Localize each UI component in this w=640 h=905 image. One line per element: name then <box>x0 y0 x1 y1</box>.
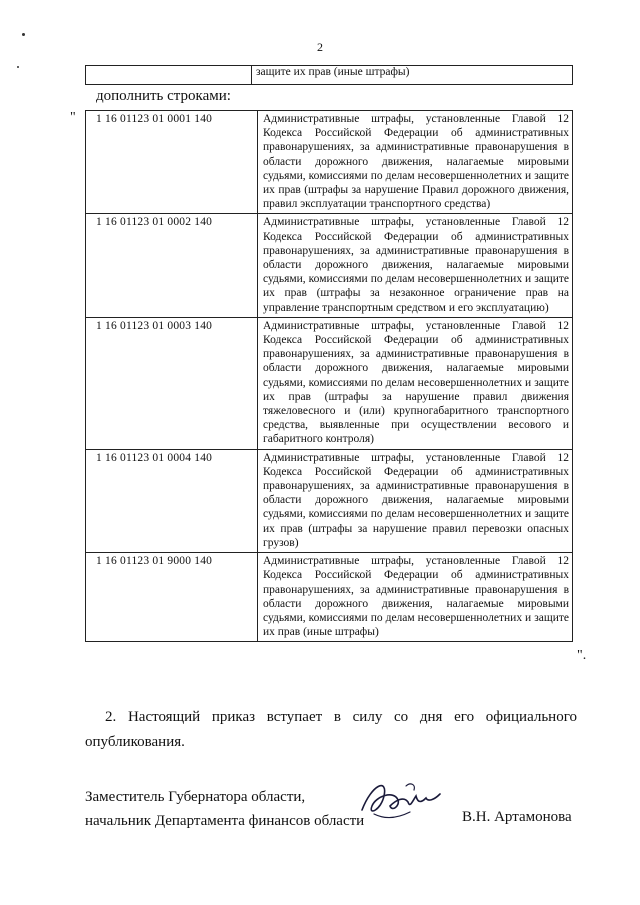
code-cell: 1 16 01123 01 0004 140 <box>86 449 258 552</box>
signatory-position <box>85 785 364 833</box>
closing-quote: ". <box>577 648 587 663</box>
code-cell: 1 16 01123 01 0003 140 <box>86 317 258 449</box>
description-cell: Административные штрафы, установленные Главой 12 Кодекса Российской Федерации об административных правонарушениях, за административные правонарушения в области дорожного движения, налагаемые мировыми судьями, комиссиями по делам несовершеннолетних и защите их прав (штрафы за незаконное ограничение прав на управление транспортным средством и его эксплуатацию) <box>258 214 573 317</box>
handwritten-signature <box>354 772 444 832</box>
table-row <box>86 111 573 214</box>
description-cell: Административные штрафы, установленные Главой 12 Кодекса Российской Федерации об административных правонарушениях, за административные правонарушения в области дорожного движения, налагаемые мировыми судьями, комиссиями по делам несовершеннолетних и защите их прав (штрафы за нарушение Правил дорожного движения, правил эксплуатации транспортного средства) <box>258 111 573 214</box>
code-cell <box>86 66 252 85</box>
description-cell: защите их прав (иные штрафы) <box>252 66 573 85</box>
description-cell: Административные штрафы, установленные Главой 12 Кодекса Российской Федерации об административных правонарушениях, за административные правонарушения в области дорожного движения, налагаемые мировыми судьями, комиссиями по делам несовершеннолетних и защите их прав (иные штрафы) <box>258 553 573 642</box>
code-cell: 1 16 01123 01 0002 140 <box>86 214 258 317</box>
description-cell: Административные штрафы, установленные Главой 12 Кодекса Российской Федерации об административных правонарушениях, за административные правонарушения в области дорожного движения, налагаемые мировыми судьями, комиссиями по делам несовершеннолетних и защите их прав (штрафы за нарушение правил перевозки опасных грузов) <box>258 449 573 552</box>
table-row <box>86 214 573 317</box>
previous-table-row <box>85 65 573 85</box>
code-cell: 1 16 01123 01 0001 140 <box>86 111 258 214</box>
table-row <box>86 449 573 552</box>
table-row <box>86 553 573 642</box>
table-row <box>86 66 573 85</box>
table-row <box>86 317 573 449</box>
add-lines-label: дополнить строками: <box>96 88 231 104</box>
scan-speck <box>17 66 19 68</box>
position-line-2: начальник Департамента финансов области <box>85 813 365 829</box>
signatory-name: В.Н. Артамонова <box>462 809 572 825</box>
position-line-1: Заместитель Губернатора области, <box>85 789 306 805</box>
page-number: 2 <box>317 40 323 54</box>
budget-codes-table <box>85 110 573 642</box>
code-cell: 1 16 01123 01 9000 140 <box>86 553 258 642</box>
point-2-paragraph: 2. Настоящий приказ вступает в силу со дня его официального опубликования. <box>85 709 577 750</box>
description-cell: Административные штрафы, установленные Главой 12 Кодекса Российской Федерации об административных правонарушениях, за административные правонарушения в области дорожного движения, налагаемые мировыми судьями, комиссиями по делам несовершеннолетних и защите их прав (штрафы за нарушение правил движения тяжеловесного и (или) крупногабаритного транспортного средства, выявленные при осуществлении весового и габаритного контроля) <box>258 317 573 449</box>
scan-speck <box>22 33 25 36</box>
opening-quote: " <box>70 110 76 125</box>
